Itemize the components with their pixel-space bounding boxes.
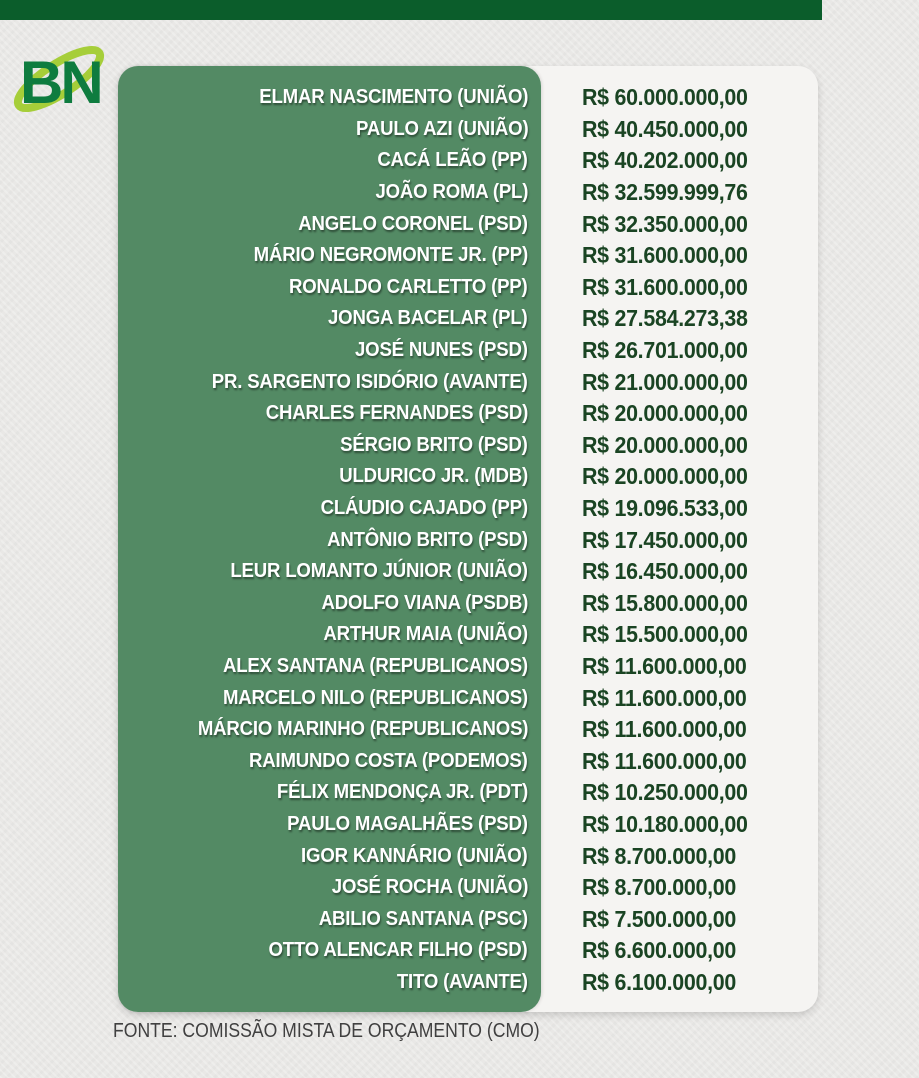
politician-name: ADOLFO VIANA (PSDB) [321,591,528,614]
politician-name: LEUR LOMANTO JÚNIOR (UNIÃO) [230,560,528,583]
politician-name: SÉRGIO BRITO (PSD) [340,433,528,456]
politician-name: ABILIO SANTANA (PSC) [318,907,528,930]
politician-name: ELMAR NASCIMENTO (UNIÃO) [258,86,528,109]
rows [118,66,818,1012]
allocation-value: R$ 31.600.000,00 [582,242,748,269]
table-row [118,272,818,304]
top-bar [0,0,822,20]
politician-name: TITO (AVANTE) [397,970,528,993]
allocation-value: R$ 17.450.000,00 [582,526,748,553]
allocation-value: R$ 15.500.000,00 [582,621,748,648]
allocation-value: R$ 7.500.000,00 [582,905,737,932]
politician-name: PAULO AZI (UNIÃO) [355,117,528,140]
table-row [118,935,818,967]
logo-text: BN [20,49,101,116]
table-row [118,461,818,493]
politician-name: CACÁ LEÃO (PP) [377,149,528,172]
allocation-value: R$ 19.096.533,00 [582,495,748,522]
table-row [118,840,818,872]
table-row [118,903,818,935]
table-row [118,967,818,999]
table-row [118,556,818,588]
allocation-value: R$ 8.700.000,00 [582,842,737,869]
table-row [118,208,818,240]
allocation-value: R$ 10.180.000,00 [582,810,748,837]
allocation-value: R$ 40.202.000,00 [582,147,748,174]
politician-name: FÉLIX MENDONÇA JR. (PDT) [276,781,528,804]
politician-name: OTTO ALENCAR FILHO (PSD) [268,939,528,962]
allocation-value: R$ 11.600.000,00 [582,652,747,679]
table-row [118,524,818,556]
allocation-value: R$ 26.701.000,00 [582,337,748,364]
table-row [118,430,818,462]
allocation-value: R$ 11.600.000,00 [582,716,747,743]
allocation-value: R$ 32.350.000,00 [582,210,748,237]
allocation-value: R$ 20.000.000,00 [582,463,748,490]
table-row [118,114,818,146]
allocation-value: R$ 16.450.000,00 [582,558,748,585]
politician-name: JONGA BACELAR (PL) [328,307,528,330]
allocation-value: R$ 27.584.273,38 [582,305,748,332]
politician-name: JOSÉ NUNES (PSD) [355,339,528,362]
allocation-value: R$ 20.000.000,00 [582,400,748,427]
politician-name: JOSÉ ROCHA (UNIÃO) [331,876,528,899]
table-row [118,745,818,777]
table-row [118,809,818,841]
table-row [118,493,818,525]
table-row [118,714,818,746]
politician-name: ARTHUR MAIA (UNIÃO) [323,623,528,646]
source-note: FONTE: COMISSÃO MISTA DE ORÇAMENTO (CMO) [113,1020,540,1042]
allocation-value: R$ 11.600.000,00 [582,747,747,774]
allocation-value: R$ 60.000.000,00 [582,84,748,111]
table-row [118,872,818,904]
allocation-value: R$ 20.000.000,00 [582,431,748,458]
politician-name: CHARLES FERNANDES (PSD) [265,402,528,425]
politician-name: MÁRCIO MARINHO (REPUBLICANOS) [197,718,528,741]
politician-name: PAULO MAGALHÃES (PSD) [287,812,528,835]
table-row [118,240,818,272]
allocation-value: R$ 10.250.000,00 [582,779,748,806]
politician-name: RAIMUNDO COSTA (PODEMOS) [249,749,528,772]
table-row [118,82,818,114]
allocation-value: R$ 6.600.000,00 [582,937,737,964]
allocation-value: R$ 40.450.000,00 [582,115,748,142]
table-row [118,651,818,683]
politician-name: ALEX SANTANA (REPUBLICANOS) [223,654,528,677]
table-card [118,66,818,1012]
politician-name: ULDURICO JR. (MDB) [339,465,528,488]
allocation-value: R$ 6.100.000,00 [582,968,737,995]
politician-name: PR. SARGENTO ISIDÓRIO (AVANTE) [212,370,528,393]
allocation-value: R$ 32.599.999,76 [582,179,748,206]
politician-name: IGOR KANNÁRIO (UNIÃO) [301,844,528,867]
politician-name: RONALDO CARLETTO (PP) [289,275,528,298]
bn-logo [8,31,110,123]
allocation-value: R$ 11.600.000,00 [582,684,747,711]
table-row [118,398,818,430]
politician-name: ANTÔNIO BRITO (PSD) [327,528,528,551]
politician-name: ANGELO CORONEL (PSD) [298,212,528,235]
table-row [118,335,818,367]
table-row [118,145,818,177]
allocation-value: R$ 31.600.000,00 [582,273,748,300]
table-row [118,588,818,620]
table-row [118,303,818,335]
allocation-value: R$ 21.000.000,00 [582,368,748,395]
table-row [118,777,818,809]
allocation-value: R$ 15.800.000,00 [582,589,748,616]
politician-name: CLÁUDIO CAJADO (PP) [320,497,528,520]
table-row [118,682,818,714]
table-row [118,619,818,651]
politician-name: JOÃO ROMA (PL) [375,181,528,204]
table-row [118,366,818,398]
politician-name: MARCELO NILO (REPUBLICANOS) [223,686,528,709]
politician-name: MÁRIO NEGROMONTE JR. (PP) [253,244,528,267]
allocation-value: R$ 8.700.000,00 [582,874,737,901]
table-row [118,177,818,209]
